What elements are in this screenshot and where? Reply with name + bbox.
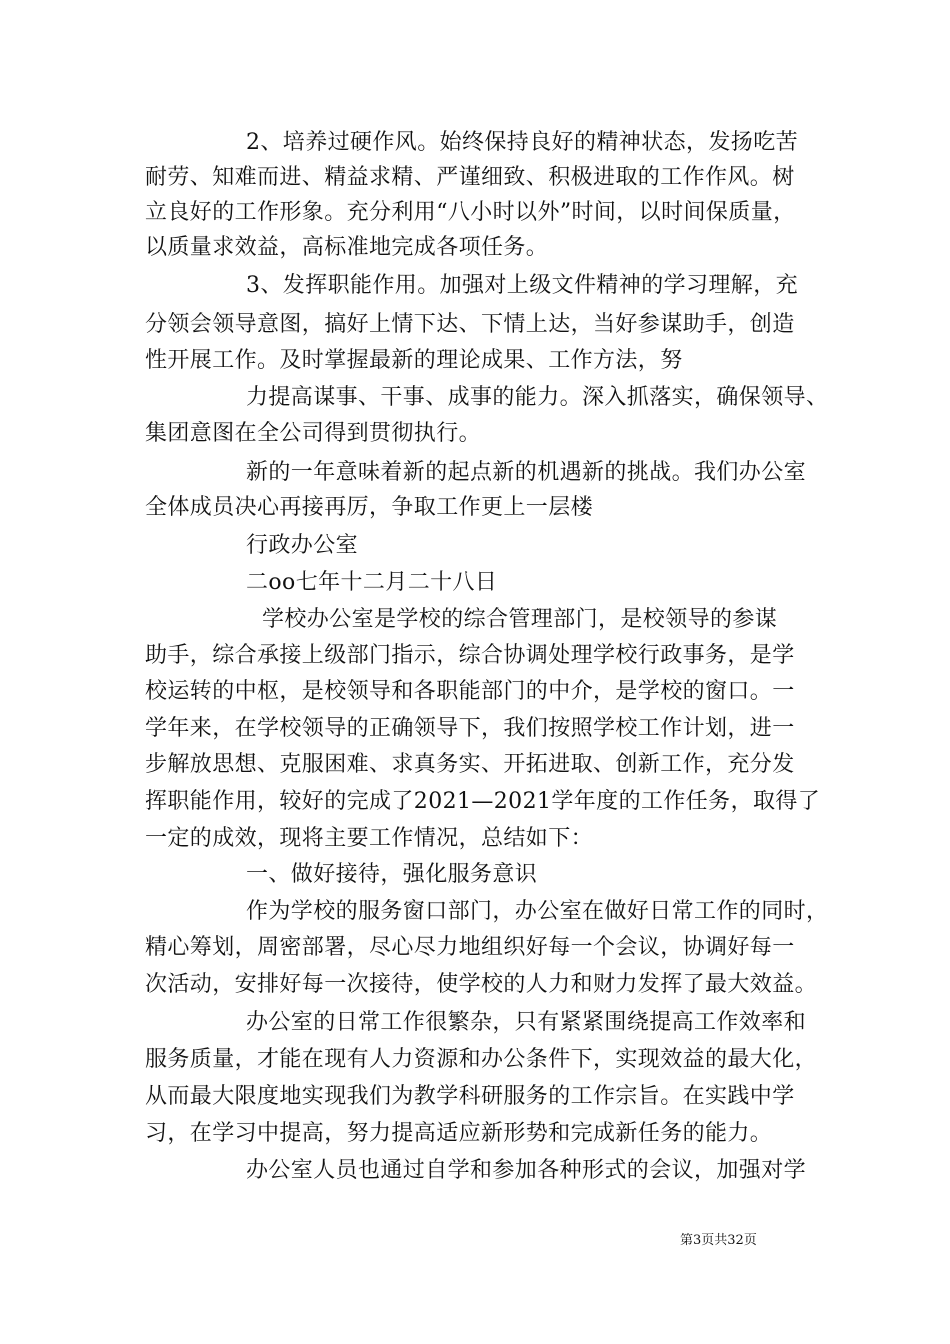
text-line: 服务质量，才能在现有人力资源和办公条件下，实现效益的最大化， — [145, 1047, 818, 1072]
text-line: 精心筹划，周密部署，尽心尽力地组织好每一个会议，协调好每一 — [145, 935, 795, 960]
text-line: 新的一年意味着新的起点新的机遇新的挑战。我们办公室 — [246, 460, 807, 485]
text-line: 3、发挥职能作用。加强对上级文件精神的学习理解，充 — [246, 273, 798, 298]
text-line: 办公室的日常工作很繁杂，只有紧紧围绕提高工作效率和 — [246, 1010, 807, 1035]
text-line: 校运转的中枢，是校领导和各职能部门的中介，是学校的窗口。一 — [145, 679, 795, 704]
text-line: 学年来，在学校领导的正确领导下，我们按照学校工作计划，进一 — [145, 716, 795, 741]
text-line: 挥职能作用，较好的完成了2021—2021学年度的工作任务，取得了 — [145, 789, 821, 814]
text-line: 从而最大限度地实现我们为教学科研服务的工作宗旨。在实践中学 — [145, 1084, 795, 1109]
text-line: 学校办公室是学校的综合管理部门，是校领导的参谋 — [262, 607, 778, 632]
text-line: 力提高谋事、干事、成事的能力。深入抓落实，确保领导、 — [246, 385, 829, 410]
text-line: 助手，综合承接上级部门指示，综合协调处理学校行政事务，是学 — [145, 643, 795, 668]
text-line: 性开展工作。及时掌握最新的理论成果、工作方法，努 — [145, 348, 683, 373]
text-line: 作为学校的服务窗口部门，办公室在做好日常工作的同时， — [246, 899, 829, 924]
signature-office: 行政办公室 — [246, 533, 359, 558]
text-line: 次活动，安排好每一次接待，使学校的人力和财力发挥了最大效益。 — [145, 972, 818, 997]
page-number: 第3页共32页 — [680, 1233, 757, 1248]
text-line: 2、培养过硬作风。始终保持良好的精神状态，发扬吃苦 — [246, 130, 798, 155]
signature-date: 二oo七年十二月二十八日 — [246, 570, 498, 595]
text-line: 步解放思想、克服困难、求真务实、开拓进取、创新工作，充分发 — [145, 752, 795, 777]
text-line: 集团意图在全公司得到贯彻执行。 — [145, 421, 482, 446]
text-line: 一定的成效，现将主要工作情况，总结如下： — [145, 826, 594, 851]
text-line: 以质量求效益，高标准地完成各项任务。 — [145, 235, 549, 260]
text-line: 耐劳、知难而进、精益求精、严谨细致、积极进取的工作作风。树 — [145, 165, 795, 190]
text-line: 立良好的工作形象。充分利用“八小时以外”时间，以时间保质量， — [145, 200, 796, 225]
text-line: 办公室人员也通过自学和参加各种形式的会议，加强对学 — [246, 1158, 807, 1183]
text-line: 全体成员决心再接再厉，争取工作更上一层楼 — [145, 495, 594, 520]
text-line: 习，在学习中提高，努力提高适应新形势和完成新任务的能力。 — [145, 1121, 773, 1146]
text-line: 分领会领导意图，搞好上情下达、下情上达，当好参谋助手，创造 — [145, 312, 795, 337]
section-heading: 一、做好接待，强化服务意识 — [246, 862, 538, 887]
